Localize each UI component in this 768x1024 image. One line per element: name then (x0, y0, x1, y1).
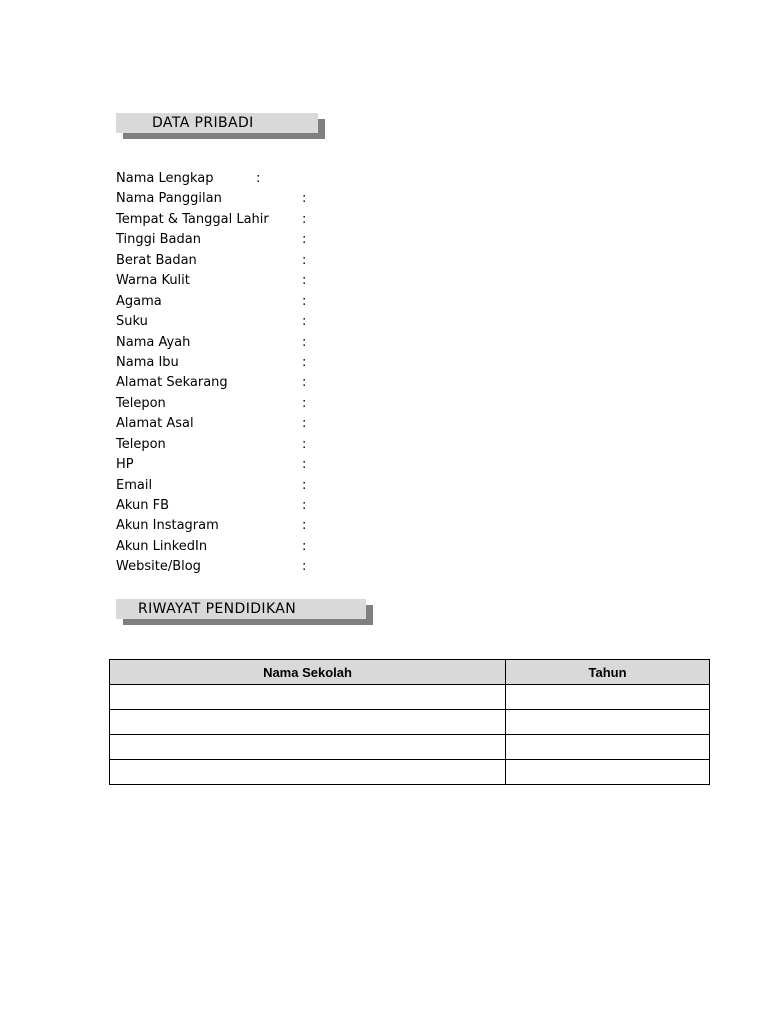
section-heading-riwayat-pendidikan: RIWAYAT PENDIDIKAN (116, 599, 366, 619)
field-colon: : (302, 191, 307, 207)
column-header-tahun: Tahun (506, 660, 710, 685)
field-label: Telepon (116, 395, 166, 411)
field-label: Telepon (116, 436, 166, 452)
field-colon: : (302, 252, 307, 268)
field-colon: : (302, 498, 307, 513)
field-colon: : (302, 211, 307, 227)
field-label: Akun FB (116, 498, 170, 513)
cell-tahun[interactable] (506, 685, 710, 710)
field-colon: : (302, 436, 307, 452)
field-colon: : (302, 416, 307, 432)
education-table-header (110, 660, 710, 685)
cell-tahun[interactable] (506, 735, 710, 760)
field-colon: : (302, 273, 307, 289)
field-colon: : (302, 232, 307, 248)
field-label: HP (116, 457, 134, 473)
table-row (110, 710, 710, 735)
field-label: Akun Instagram (116, 518, 219, 534)
field-label: Tinggi Badan (116, 232, 201, 248)
table-row (110, 760, 710, 785)
table-row (110, 685, 710, 710)
cell-nama-sekolah[interactable] (110, 760, 506, 785)
field-colon: : (256, 171, 261, 186)
field-label: Email (116, 477, 153, 493)
field-label: Berat Badan (116, 252, 197, 268)
field-label: Nama Ibu (116, 354, 179, 370)
cell-tahun[interactable] (506, 760, 710, 785)
field-label: Website/Blog (116, 559, 201, 575)
field-label: Nama Panggilan (116, 191, 222, 207)
field-colon: : (302, 375, 307, 391)
field-colon: : (302, 457, 307, 473)
field-label: Suku (116, 314, 148, 330)
field-colon: : (302, 395, 307, 411)
column-header-nama-sekolah: Nama Sekolah (110, 660, 506, 685)
field-colon: : (302, 559, 307, 575)
table-row (110, 735, 710, 760)
education-table (109, 659, 710, 785)
field-colon: : (302, 354, 307, 370)
field-label: Alamat Sekarang (116, 375, 228, 391)
field-label: Nama Lengkap (116, 171, 214, 186)
field-label: Tempat & Tanggal Lahir (116, 211, 269, 227)
field-label: Alamat Asal (116, 416, 194, 432)
cell-nama-sekolah[interactable] (110, 685, 506, 710)
field-colon: : (302, 293, 307, 309)
cell-tahun[interactable] (506, 710, 710, 735)
field-colon: : (302, 314, 307, 330)
section-heading-data-pribadi: DATA PRIBADI (116, 113, 318, 133)
field-label: Nama Ayah (116, 334, 191, 350)
field-colon: : (302, 538, 307, 554)
field-label: Agama (116, 293, 162, 309)
field-label: Akun LinkedIn (116, 538, 208, 554)
field-colon: : (302, 518, 307, 534)
field-colon: : (302, 477, 307, 493)
cell-nama-sekolah[interactable] (110, 735, 506, 760)
cell-nama-sekolah[interactable] (110, 710, 506, 735)
field-colon: : (302, 334, 307, 350)
field-label: Warna Kulit (116, 273, 190, 289)
